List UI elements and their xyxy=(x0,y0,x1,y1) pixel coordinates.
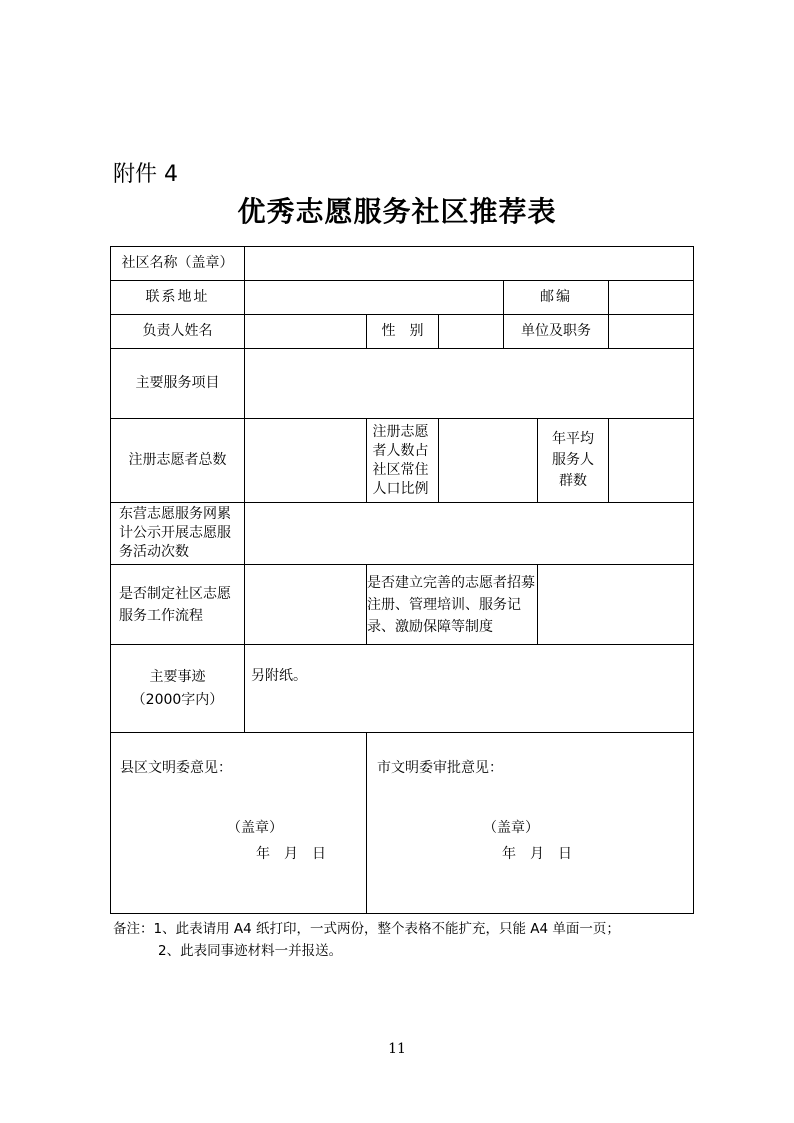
annual-served-field[interactable] xyxy=(609,419,694,503)
note-line-2: 2、此表同事迹材料一并报送。 xyxy=(158,943,343,959)
city-seal-label: （盖章） xyxy=(483,820,539,836)
leader-name-field[interactable] xyxy=(245,315,367,349)
annual-served-label: 年平均服务人群数 xyxy=(538,419,609,503)
page-number: 11 xyxy=(388,1041,406,1057)
address-label: 联系地址 xyxy=(111,281,245,315)
main-deeds-field[interactable] xyxy=(245,645,694,733)
postcode-field[interactable] xyxy=(609,281,694,315)
workflow-label: 是否制定社区志愿服务工作流程 xyxy=(111,565,245,645)
registered-ratio-label: 注册志愿者人数占社区常住人口比例 xyxy=(367,419,439,503)
city-opinion-box[interactable] xyxy=(367,733,694,914)
main-deeds-label xyxy=(111,645,245,733)
county-date-label: 年 月 日 xyxy=(256,846,326,862)
main-projects-field[interactable] xyxy=(245,349,694,419)
community-name-label: 社区名称（盖章） xyxy=(111,247,245,281)
postcode-label: 邮编 xyxy=(504,281,609,315)
county-opinion-label: 县区文明委意见： xyxy=(120,760,232,776)
page-title: 优秀志愿服务社区推荐表 xyxy=(237,195,557,228)
city-opinion-label: 市文明委审批意见： xyxy=(377,760,503,776)
address-field[interactable] xyxy=(245,281,504,315)
registered-ratio-field[interactable] xyxy=(439,419,538,503)
recommendation-form xyxy=(110,246,694,914)
main-projects-label: 主要服务项目 xyxy=(111,349,245,419)
city-date-label: 年 月 日 xyxy=(502,846,572,862)
attachment-label: 附件 4 xyxy=(113,162,178,187)
community-name-field[interactable] xyxy=(245,247,694,281)
registered-total-field[interactable] xyxy=(245,419,367,503)
registered-total-label: 注册志愿者总数 xyxy=(111,419,245,503)
gender-field[interactable] xyxy=(439,315,504,349)
unit-position-label: 单位及职务 xyxy=(504,315,609,349)
note-line-1: 备注：1、此表请用 A4 纸打印，一式两份，整个表格不能扩充，只能 A4 单面一页； xyxy=(113,921,620,937)
activity-count-label: 东营志愿服务网累计公示开展志愿服务活动次数 xyxy=(111,503,245,565)
main-deeds-limit: （2000字内） xyxy=(131,691,224,708)
main-deeds-title: 主要事迹 xyxy=(149,668,206,685)
activity-count-field[interactable] xyxy=(245,503,694,565)
unit-position-field[interactable] xyxy=(609,315,694,349)
system-label: 是否建立完善的志愿者招募注册、管理培训、服务记录、激励保障等制度 xyxy=(367,565,538,645)
gender-label: 性 别 xyxy=(367,315,439,349)
main-deeds-value: 另附纸。 xyxy=(251,668,307,684)
system-field[interactable] xyxy=(538,565,694,645)
county-seal-label: （盖章） xyxy=(227,820,283,836)
workflow-field[interactable] xyxy=(245,565,367,645)
county-opinion-box[interactable] xyxy=(111,733,367,914)
leader-name-label: 负责人姓名 xyxy=(111,315,245,349)
